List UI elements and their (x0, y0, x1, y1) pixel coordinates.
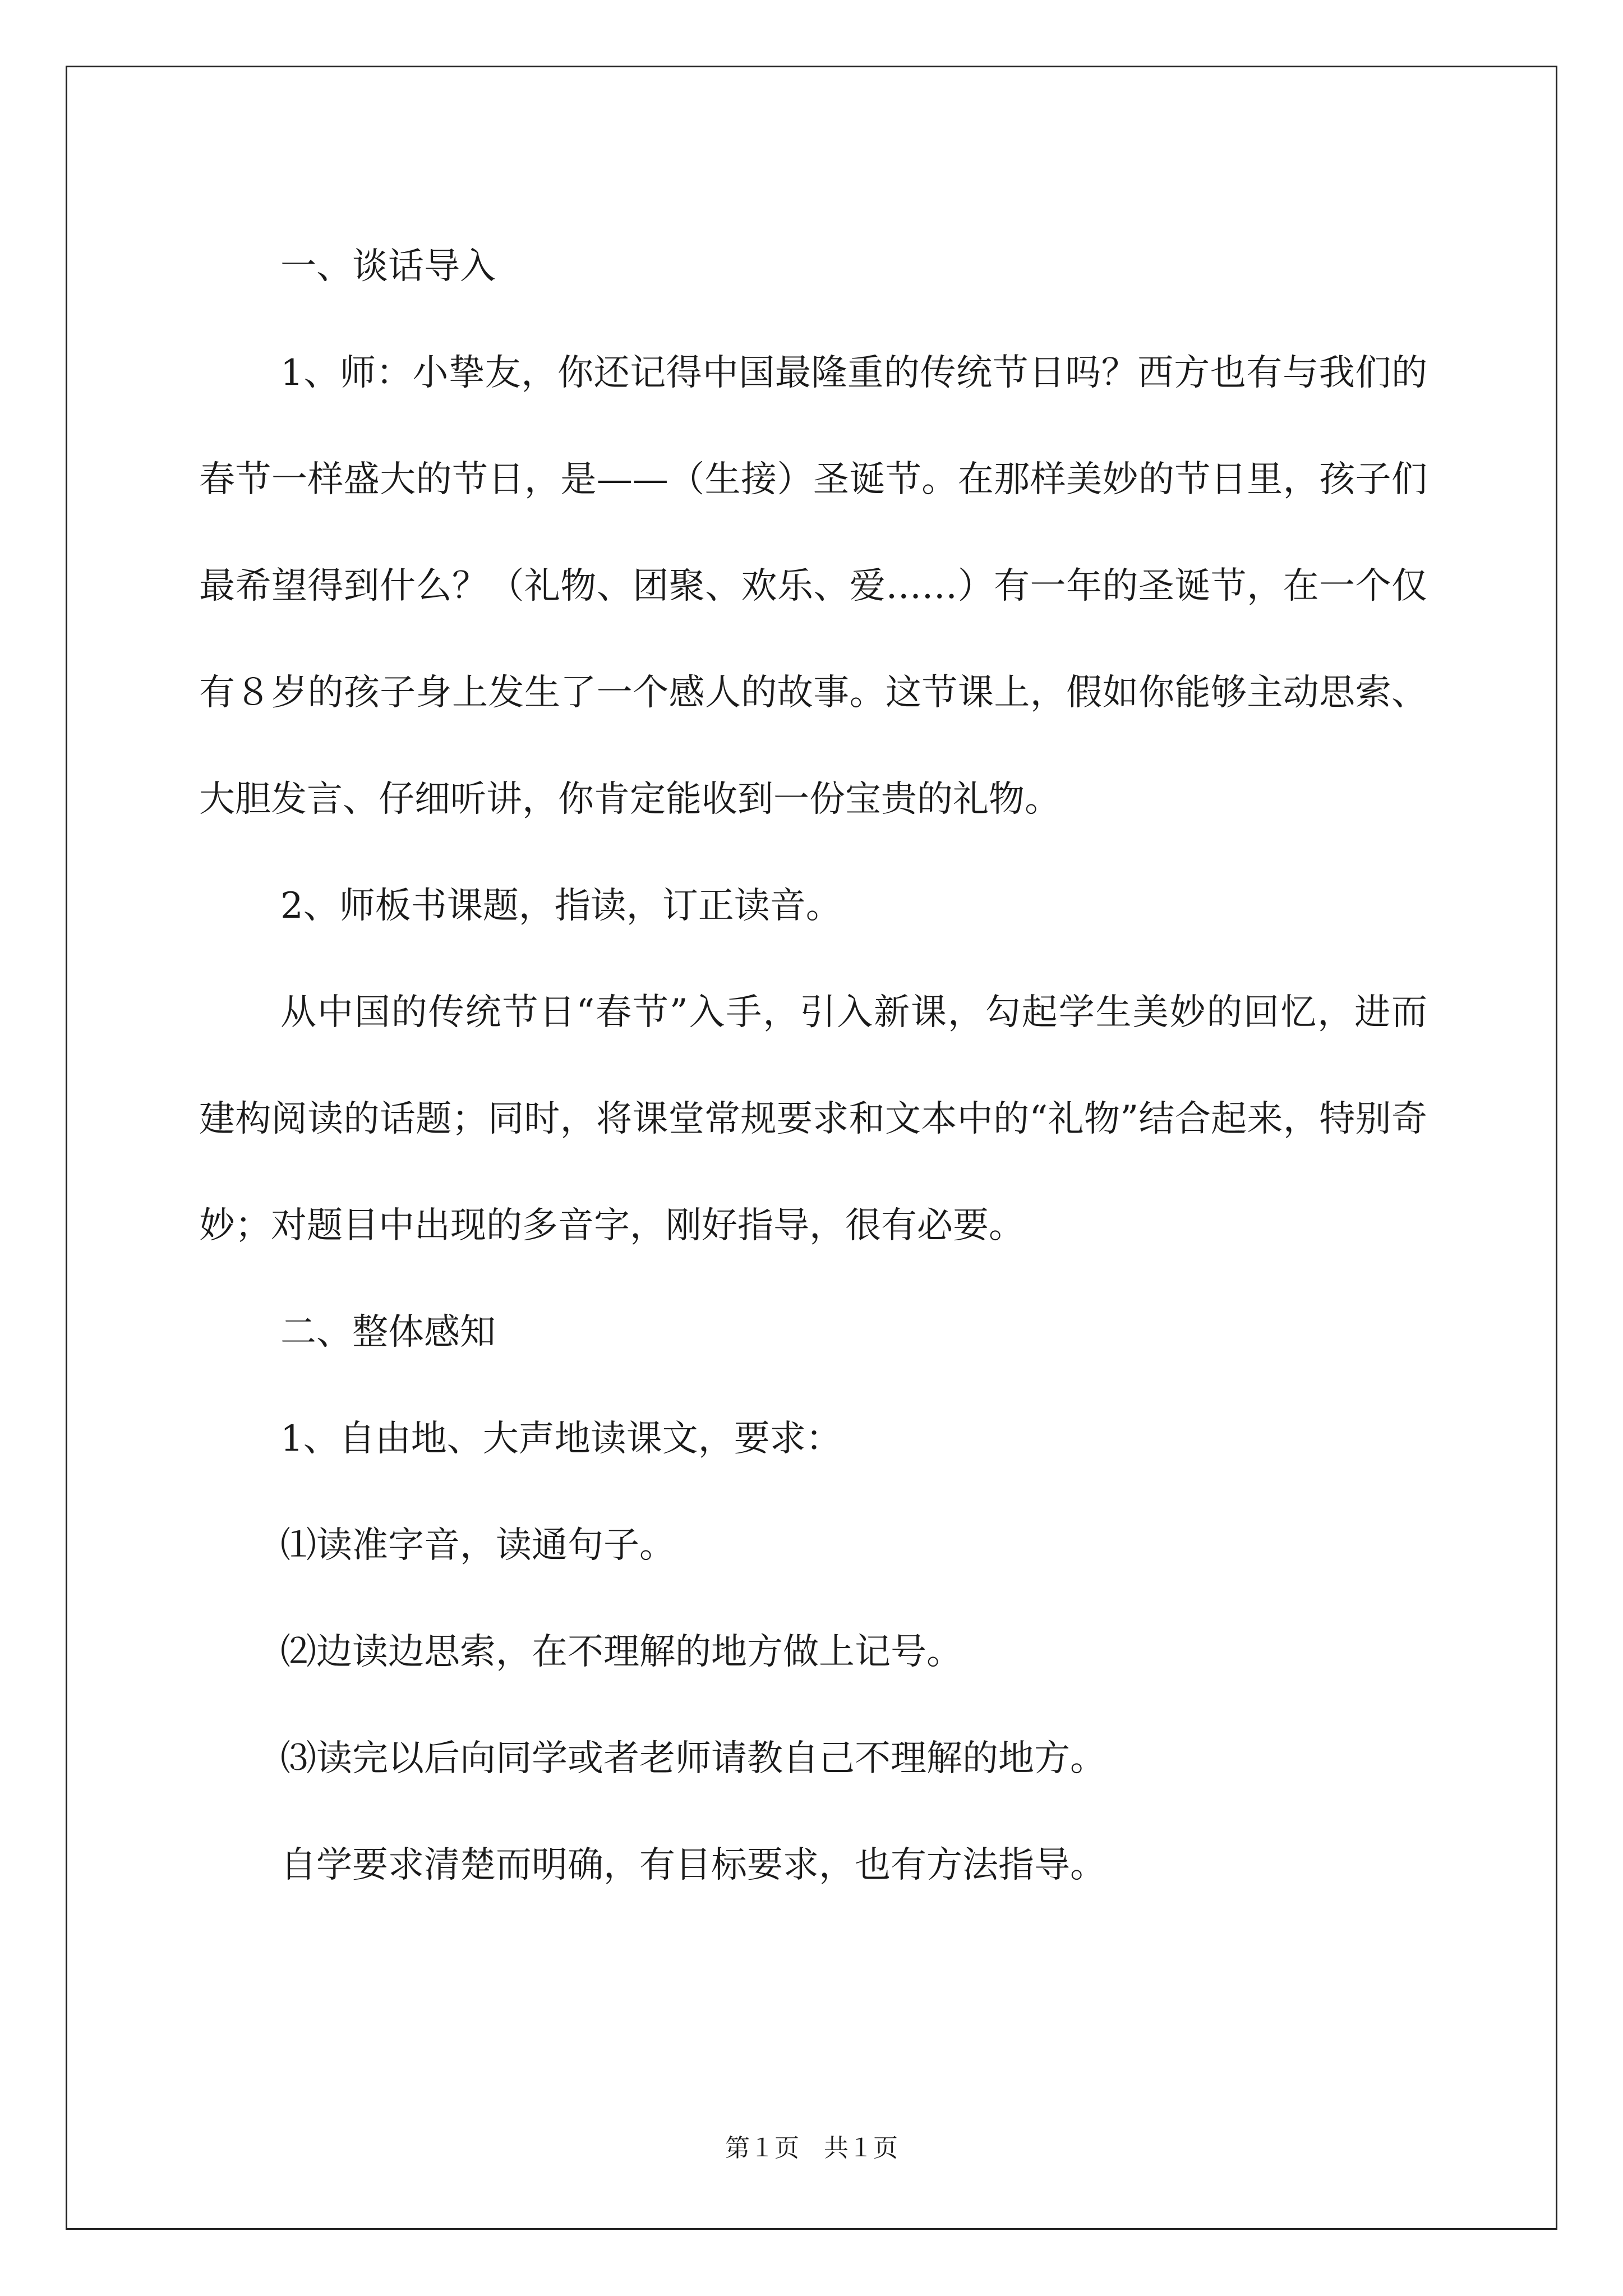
paragraph-teacher-talk: 1、师：小挚友，你还记得中国最隆重的传统节日吗？西方也有与我们的春节一样盛大的节日，是——（生接）圣诞节。在那样美妙的节日里，孩子们最希望得到什么？（礼物、团聚、欢乐、爱……）有一年的圣诞节，在一个仅有８岁的孩子身上发生了一个感人的故事。这节课上，假如你能够主动思索、大胆发言、仔细听讲，你肯定能收到一份宝贵的礼物。 (199, 352, 1427, 820)
list-item-2: ⑵边读边思索，在不理解的地方做上记号。 (280, 1631, 962, 1673)
heading-intro: 一、谈话导入 (280, 246, 496, 287)
paragraph-commentary-1: 从中国的传统节日“春节”入手，引入新课，勾起学生美妙的回忆，进而建构阅读的话题；同时，将课堂常规要求和文本中的“礼物”结合起来，特别奇妙；对题目中出现的多音字，刚好指导，很有必要。 (199, 992, 1427, 1246)
heading-overall: 二、整体感知 (280, 1312, 496, 1353)
paragraph-read-aloud: 1、自由地、大声地读课文，要求： (280, 1418, 842, 1460)
list-item-3: ⑶读完以后向同学或者老师请教自己不理解的地方。 (280, 1738, 1106, 1779)
paragraph-commentary-2: 自学要求清楚而明确，有目标要求，也有方法指导。 (280, 1844, 1106, 1886)
document-body (199, 213, 1427, 1918)
list-item-1: ⑴读准字音，读通句子。 (280, 1525, 675, 1566)
paragraph-board-title: 2、师板书课题，指读，订正读音。 (280, 885, 842, 927)
page-footer: 第１页 共１页 (725, 2134, 898, 2162)
